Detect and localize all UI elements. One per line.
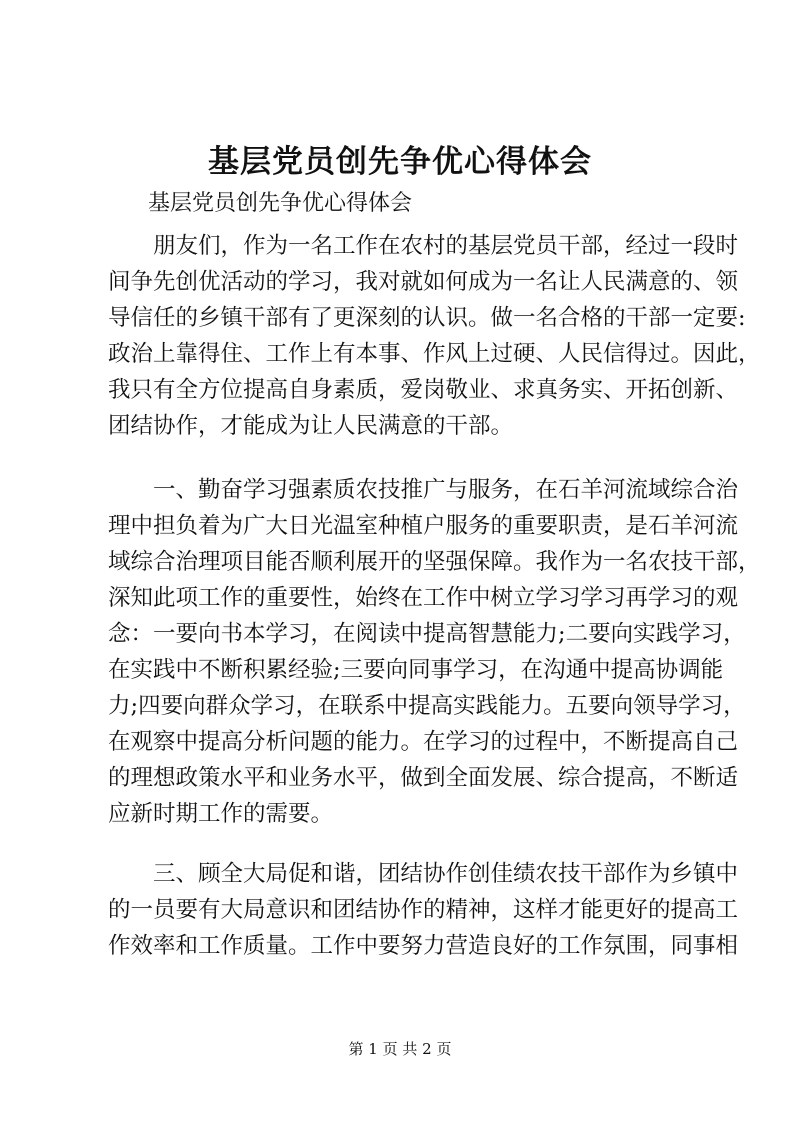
body-line: 理中担负着为广大日光温室种植户服务的重要职责，是石羊河流 — [108, 513, 739, 539]
body-line: 域综合治理项目能否顺利展开的坚强保障。我作为一名农技干部， — [108, 549, 761, 575]
body-line: 的理想政策水平和业务水平，做到全面发展、综合提高，不断适 — [108, 765, 739, 791]
body-line: 作效率和工作质量。工作中要努力营造良好的工作氛围，同事相 — [108, 933, 739, 959]
body-line: 的一员要有大局意识和团结协作的精神，这样才能更好的提高工 — [108, 897, 739, 923]
body-line: 团结协作，才能成为让人民满意的干部。 — [108, 413, 514, 439]
body-line: 应新时期工作的需要。 — [108, 801, 334, 827]
body-line: 在观察中提高分析问题的能力。在学习的过程中，不断提高自己 — [108, 729, 739, 755]
body-line: 间争先创优活动的学习，我对就如何成为一名让人民满意的、领 — [108, 269, 739, 295]
body-line: 朋友们，作为一名工作在农村的基层党员干部，经过一段时 — [108, 233, 739, 259]
body-line: 力;四要向群众学习，在联系中提高实践能力。五要向领导学习， — [108, 693, 746, 719]
document-title: 基层党员创先争优心得体会 — [208, 144, 592, 180]
body-line: 政治上靠得住、工作上有本事、作风上过硬、人民信得过。因此， — [108, 341, 761, 367]
body-line: 三、顾全大局促和谐，团结协作创佳绩农技干部作为乡镇中 — [108, 861, 739, 887]
body-line: 深知此项工作的重要性，始终在工作中树立学习学习再学习的观 — [108, 585, 739, 611]
document-subtitle: 基层党员创先争优心得体会 — [148, 191, 413, 216]
page-footer: 第 1 页 共 2 页 — [348, 1040, 452, 1058]
body-line: 导信任的乡镇干部有了更深刻的认识。做一名合格的干部一定要: — [108, 305, 746, 331]
body-line: 念：一要向书本学习，在阅读中提高智慧能力;二要向实践学习， — [108, 621, 746, 647]
body-line: 一、勤奋学习强素质农技推广与服务，在石羊河流域综合治 — [108, 477, 739, 503]
body-line: 我只有全方位提高自身素质，爱岗敬业、求真务实、开拓创新、 — [108, 377, 739, 403]
body-line: 在实践中不断积累经验;三要向同事学习，在沟通中提高协调能 — [108, 657, 724, 683]
